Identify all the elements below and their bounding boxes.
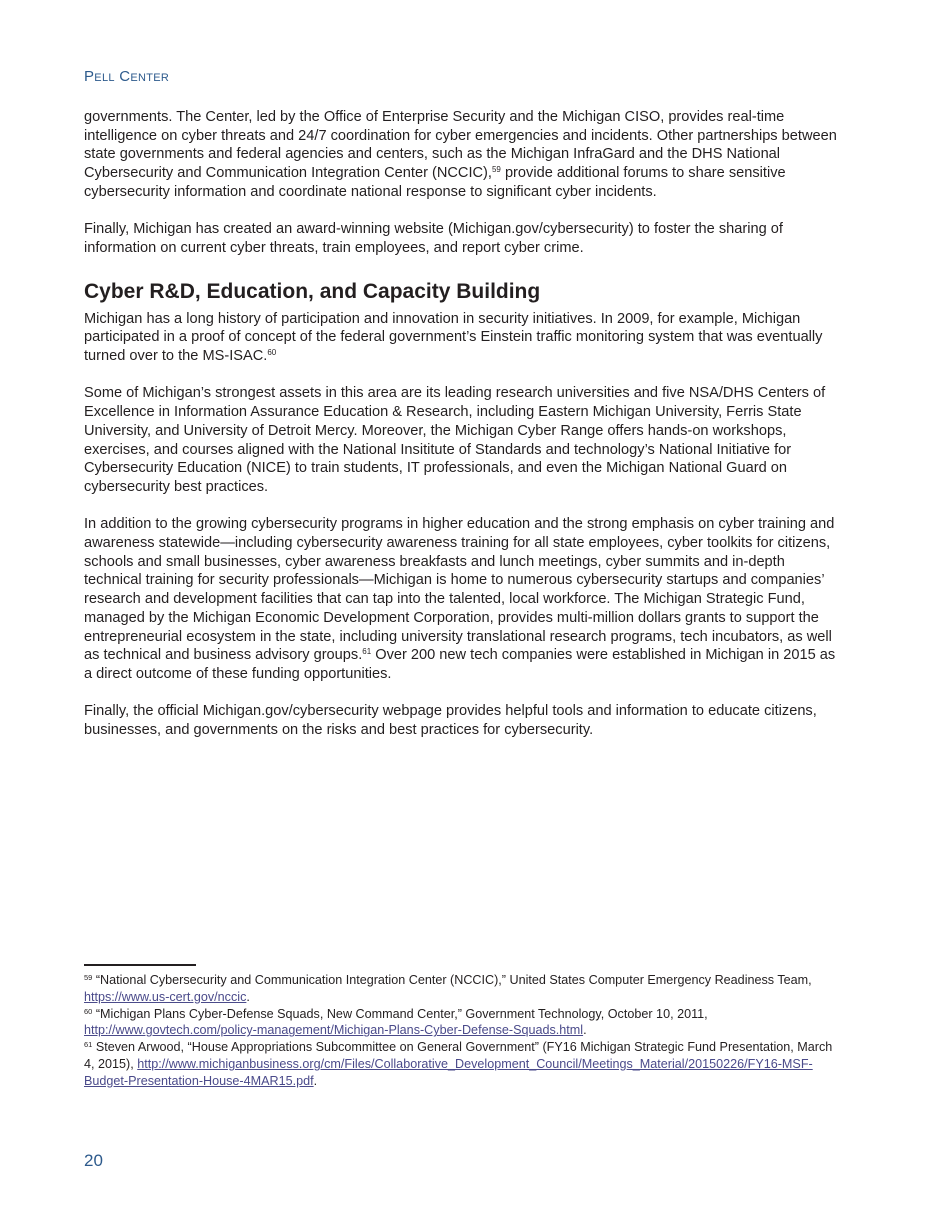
- footnote-number: 60: [84, 1006, 93, 1016]
- paragraph: [84, 515, 844, 683]
- footnote-number: 59: [84, 973, 93, 982]
- footnote-ref: 59: [491, 165, 501, 175]
- footnote-text: “National Cybersecurity and Communication Integration Center (NCCIC),” United States Computer Emergency Readiness Team,: [92, 973, 812, 987]
- footnotes: [84, 964, 844, 1090]
- footnote-text: .: [583, 1023, 587, 1038]
- footnote-ref: 60: [267, 348, 277, 358]
- paragraph-text: Finally, Michigan has created an award-winning website (Michigan.gov/cybersecurity) to foster the sharing of information on current cyber threats, train employees, and report cyber crime.: [84, 221, 783, 256]
- footnote-text: Steven Arwood, “House Appropriations Subcommittee on General Government” (FY16 Michigan Strategic Fund Presentation, March 4, 2015),: [84, 1040, 833, 1071]
- paragraph-text: In addition to the growing cybersecurity programs in higher education and the strong emphasis on cyber training and awareness statewide—including cybersecurity awareness training for all state employees, cyber toolkits for citizens, schools and small businesses, cyber awareness breakfasts and lunch meetings, cyber summits and in-depth technical training for security professionals—Michigan is home to numerous cybersecurity startups and companies’ research and development facilities that can tap into the talented, local workforce. The Michigan Strategic Fund, managed by the Michigan Economic Development Corporation, provides multi-million dollars grants to support the entrepreneurial ecosystem in the state, including university translational research programs, tech incubators, as well as technical and business advisory groups.: [84, 516, 835, 664]
- paragraph-text: Some of Michigan’s strongest assets in this area are its leading research universities and five NSA/DHS Centers of Excellence in Information Assurance Education & Research, including Eastern Michigan University, Ferris State University, and University of Detroit Mercy. Moreover, the Michigan Cyber Range offers hands-on workshops, exercises, and courses aligned with the National Insititute of Standards and technology’s National Initiative for Cybersecurity Education (NICE) to train students, IT professionals, and even the Michigan National Guard on cybersecurity best practices.: [84, 385, 826, 495]
- paragraph-text: Michigan has a long history of participation and innovation in security initiatives. In 2009, for example, Michigan participated in a proof of concept of the federal government’s Einstein traffic monitoring system that was eventually turned over to the MS-ISAC.: [84, 310, 823, 365]
- paragraph: [84, 220, 844, 257]
- paragraph: [84, 702, 844, 739]
- footnote: [84, 972, 844, 1006]
- paragraph: [84, 384, 844, 496]
- paragraph: [84, 108, 844, 202]
- paragraph: [84, 310, 844, 366]
- footnote-link[interactable]: https://www.us-cert.gov/nccic: [84, 989, 247, 1004]
- footnote-number: 61: [84, 1040, 93, 1050]
- running-head: Pell Center: [84, 68, 170, 85]
- body-text: [84, 108, 844, 758]
- footnote-text: “Michigan Plans Cyber-Defense Squads, New Command Center,” Government Technology, October 10, 2011,: [92, 1006, 708, 1021]
- footnote-text: .: [313, 1073, 318, 1088]
- footnote-rule: [84, 964, 196, 966]
- paragraph-text: Finally, the official Michigan.gov/cybersecurity webpage provides helpful tools and information to educate citizens, businesses, and governments on the risks and best practices for cybersecurity.: [84, 703, 817, 739]
- footnote: [84, 1039, 844, 1089]
- page-number: 20: [84, 1151, 103, 1170]
- footnote-text: .: [246, 989, 250, 1004]
- footnote: [84, 1006, 844, 1040]
- paragraph-text: provide additional forums to share sensitive cybersecurity information and coordinate national response to significant cyber incidents.: [84, 165, 786, 200]
- paragraph-text: Over 200 new tech companies were established in Michigan in 2015 as a direct outcome of these funding opportunities.: [84, 647, 836, 682]
- paragraph-text: governments. The Center, led by the Office of Enterprise Security and the Michigan CISO, provides real-time intelligence on cyber threats and 24/7 coordination for cyber emergencies and incidents. Other partnerships between state governments and federal agencies and centers, such as the Michigan InfraGard and the DHS National Cybersecurity and Communication Integration Center (NCCIC),: [84, 109, 837, 182]
- footnote-link[interactable]: http://www.govtech.com/policy-management/Michigan-Plans-Cyber-Defense-Squads.html: [84, 1023, 584, 1038]
- footnote-ref: 61: [362, 647, 372, 657]
- footnote-link[interactable]: http://www.michiganbusiness.org/cm/Files/Collaborative_Development_Council/Meetings_Material/20150226/FY16-MSF-Budget-Presentation-House-4MAR15.pdf: [84, 1056, 813, 1088]
- section-heading: Cyber R&D, Education, and Capacity Building: [84, 279, 541, 303]
